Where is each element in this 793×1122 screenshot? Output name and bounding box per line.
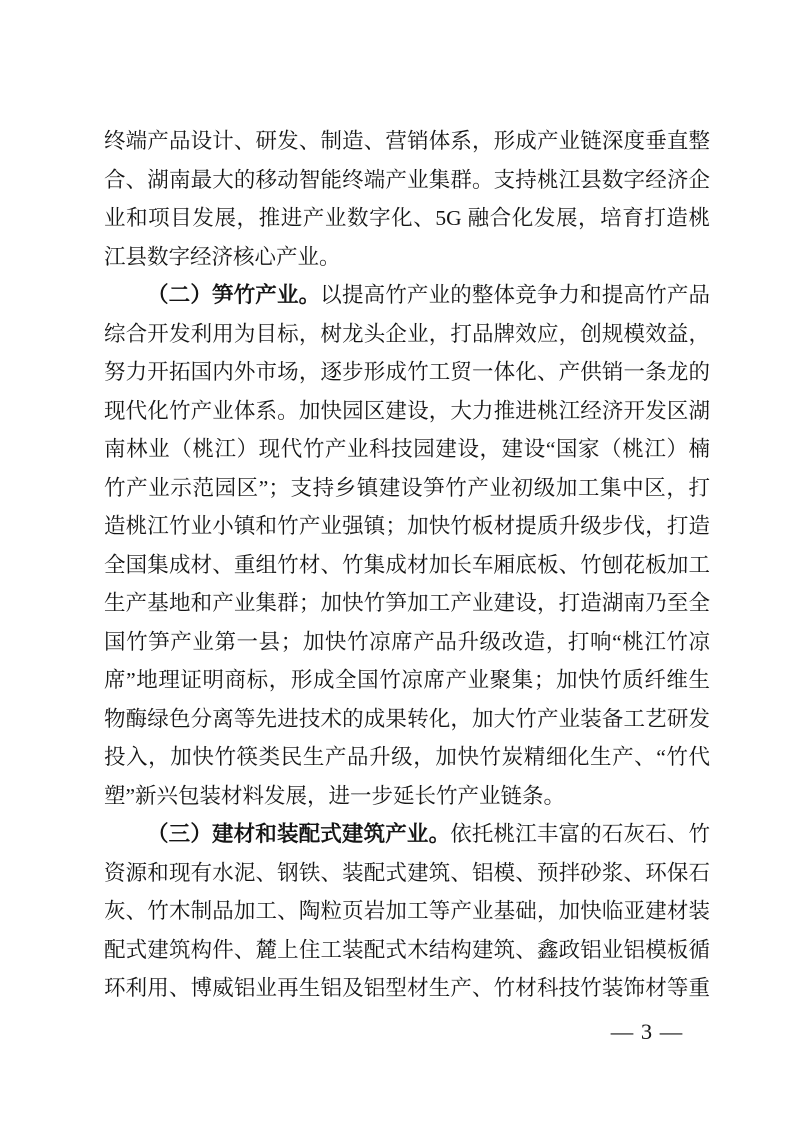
text-line <box>104 276 710 315</box>
text-line: 现代化竹产业体系。加快园区建设，大力推进桃江经济开发区湖 <box>104 398 710 423</box>
text-line: 投入，加快竹筷类民生产品升级，加快竹炭精细化生产、“竹代 <box>104 745 710 769</box>
paragraph-text: 以提高竹产业的整体竞争力和提高竹产品 <box>320 283 710 307</box>
text-line: 终端产品设计、研发、制造、营销体系，形成产业链深度垂直整 <box>104 129 710 153</box>
paragraph-heading: （三）建材和装配式建筑产业。 <box>147 822 451 846</box>
text-line: 灰、竹木制品加工、陶粒页岩加工等产业基础，加快临亚建材装 <box>104 899 710 923</box>
text-line: 配式建筑构件、麓上住工装配式木结构建筑、鑫政铝业铝模板循 <box>104 937 710 962</box>
text-line: 塑”新兴包装材料发展，进一步延长竹产业链条。 <box>104 783 566 808</box>
text-line: 南林业（桃江）现代竹产业科技园建设，建设“国家（桃江）楠 <box>104 437 710 461</box>
text-line: 环利用、博威铝业再生铝及铝型材生产、竹材科技竹装饰材等重 <box>104 976 710 1000</box>
para-digital-economy-continuation <box>104 122 710 276</box>
text-line <box>104 815 710 854</box>
para-building-materials-industry <box>104 815 710 1008</box>
paragraph-text: 依托桃江丰富的石灰石、竹 <box>450 822 710 846</box>
paragraph-heading: （二）笋竹产业。 <box>147 283 321 307</box>
text-line: 全国集成材、重组竹材、竹集成材加长车厢底板、竹刨花板加工 <box>104 552 710 577</box>
text-line: 席”地理证明商标，形成全国竹凉席产业聚集；加快竹质纤维生 <box>104 668 710 692</box>
text-line: 造桃江竹业小镇和竹产业强镇；加快竹板材提质升级步伐，打造 <box>104 514 710 538</box>
text-line: 物酶绿色分离等先进技术的成果转化，加大竹产业装备工艺研发 <box>104 706 710 731</box>
document-body <box>104 122 710 1008</box>
text-line: 业和项目发展，推进产业数字化、5G 融合化发展，培育打造桃 <box>104 206 710 230</box>
page-number: — 3 — <box>610 1019 684 1044</box>
text-line: 合、湖南最大的移动智能终端产业集群。支持桃江县数字经济企 <box>104 167 710 192</box>
text-line: 努力开拓国内外市场，逐步形成竹工贸一体化、产供销一条龙的 <box>104 360 710 384</box>
text-line: 资源和现有水泥、钢铁、装配式建筑、铝模、预拌砂浆、环保石 <box>104 860 710 885</box>
text-line: 综合开发利用为目标，树龙头企业，打品牌效应，创规模效益， <box>104 321 710 346</box>
text-line: 生产基地和产业集群；加快竹笋加工产业建设，打造湖南乃至全 <box>104 591 710 615</box>
para-bamboo-shoot-industry <box>104 276 710 815</box>
text-line: 江县数字经济核心产业。 <box>104 244 341 269</box>
text-line: 国竹笋产业第一县；加快竹凉席产品升级改造，打响“桃江竹凉 <box>104 629 710 654</box>
text-line: 竹产业示范园区”；支持乡镇建设笋竹产业初级加工集中区，打 <box>104 475 710 500</box>
